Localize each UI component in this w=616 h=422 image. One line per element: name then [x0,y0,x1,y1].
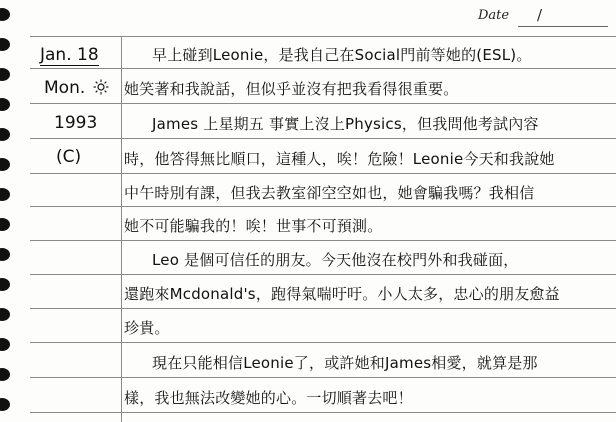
margin-line [121,36,122,422]
entry-line: 她不可能騙我的！唉！世事不可預測。 [124,217,383,235]
date-slash: / [537,6,543,24]
binder-hole [0,38,10,51]
entry-line: 現在只能相信Leonie了，或許她和James相愛，就算是那 [152,354,538,372]
binder-hole [0,188,10,201]
binder-hole [0,308,10,321]
binder-hole [0,218,10,231]
entry-date [40,45,99,65]
binder-hole [0,98,10,111]
ruled-line [30,103,616,104]
entry-date-text: Jan. 18 [40,45,99,65]
entry-line: 時，他答得無比順口，這種人，唉！危險！Leonie今天和我說她 [124,150,555,168]
entry-line: 早上碰到Leonie，是我自己在Social門前等她的(ESL)。 [152,46,532,64]
entry-weekday [44,78,109,98]
ruled-line [30,206,616,207]
sun-icon [93,79,109,95]
ruled-line [30,173,616,174]
entry-line: Leo 是個可信任的朋友。今天他沒在校門外和我碰面， [152,251,519,269]
binder-hole [0,8,10,21]
ruled-line [30,342,616,343]
ruled-line [30,377,616,378]
date-label: Date [478,8,510,23]
entry-year: 1993 [54,113,98,133]
binder-holes [0,0,20,422]
date-underline [518,26,608,27]
binder-hole [0,368,10,381]
binder-hole [0,248,10,261]
ruled-line [30,68,616,69]
entry-line: James 上星期五 事實上沒上Physics，但我問他考試內容 [152,115,539,133]
entry-line: 樣，我也無法改變她的心。一切順著去吧！ [124,389,413,407]
entry-line: 還跑來Mcdonald's，跑得氣喘吁吁。小人太多，忠心的朋友愈益 [124,285,560,303]
ruled-line [30,240,616,241]
binder-hole [0,68,10,81]
entry-code: (C) [56,147,82,167]
binder-hole [0,338,10,351]
binder-hole [0,128,10,141]
binder-hole [0,398,10,411]
ruled-line [30,138,616,139]
ruled-line [30,274,616,275]
ruled-line [30,36,616,37]
ruled-line [30,308,616,309]
binder-hole [0,158,10,171]
entry-line: 珍貴。 [124,319,170,337]
entry-line: 她笑著和我說話，但似乎並沒有把我看得很重要。 [124,80,459,98]
ruled-line [30,412,616,413]
binder-hole [0,278,10,291]
entry-weekday-text: Mon. [44,78,86,98]
entry-line: 中午時別有課，但我去教室卻空空如也，她會騙我嗎？我相信 [124,184,535,202]
